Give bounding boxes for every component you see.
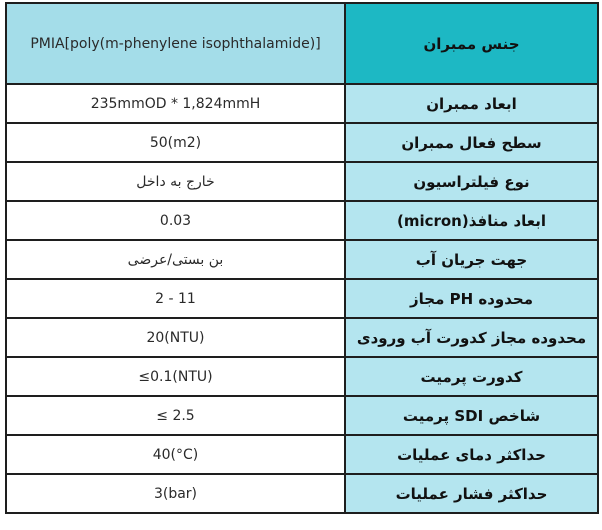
table-row (6, 396, 598, 435)
table-row (6, 201, 598, 240)
label-cell: حداکثر دمای عملیات (345, 435, 598, 474)
label-cell: نوع فیلتراسیون (345, 162, 598, 201)
table-row (6, 240, 598, 279)
table-row (6, 435, 598, 474)
value-cell: 50(m2) (6, 123, 345, 162)
value-cell: ≤ 2.5 (6, 396, 345, 435)
value-cell: بن بستی/عرضی (6, 240, 345, 279)
value-cell: PMIA[poly(m-phenylene isophthalamide)] (6, 3, 345, 84)
label-cell: ابعاد ممبران (345, 84, 598, 123)
label-cell: محدوده مجاز کدورت آب ورودی (345, 318, 598, 357)
value-cell: 0.03 (6, 201, 345, 240)
value-cell: خارج به داخل (6, 162, 345, 201)
table-row (6, 123, 598, 162)
label-cell: کدورت پرمیت (345, 357, 598, 396)
membrane-spec-table (5, 2, 599, 514)
label-cell: محدوده PH مجاز (345, 279, 598, 318)
label-cell: شاخص SDI پرمیت (345, 396, 598, 435)
value-cell: 40(°C) (6, 435, 345, 474)
value-cell: ≤0.1(NTU) (6, 357, 345, 396)
table-row (6, 84, 598, 123)
label-cell: جهت جریان آب (345, 240, 598, 279)
value-cell: 235mmOD * 1,824mmH (6, 84, 345, 123)
label-cell: ابعاد منافذ(micron) (345, 201, 598, 240)
label-cell: سطح فعال ممبران (345, 123, 598, 162)
value-cell: 2 - 11 (6, 279, 345, 318)
table-row (6, 279, 598, 318)
table-row (6, 3, 598, 84)
table-row (6, 162, 598, 201)
value-cell: 20(NTU) (6, 318, 345, 357)
label-cell: جنس ممبران (345, 3, 598, 84)
value-cell: 3(bar) (6, 474, 345, 513)
table-row (6, 474, 598, 513)
table-row (6, 318, 598, 357)
label-cell: حداکثر فشار عملیات (345, 474, 598, 513)
table-row (6, 357, 598, 396)
